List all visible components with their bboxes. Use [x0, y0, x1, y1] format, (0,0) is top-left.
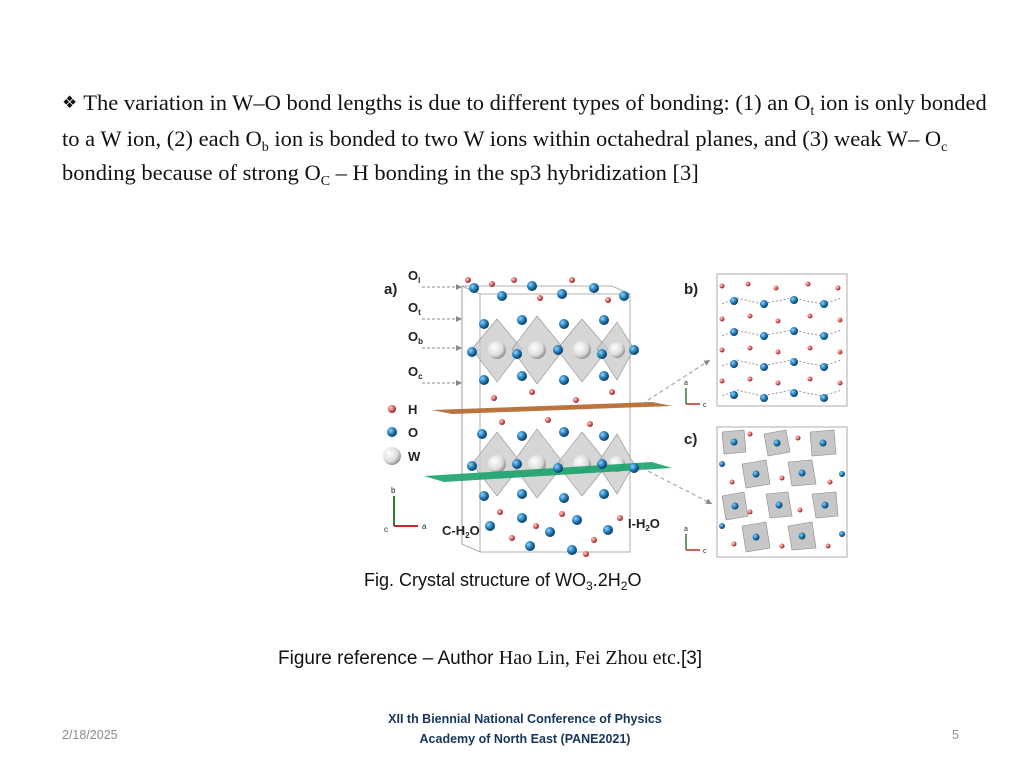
svg-text:Ot [408, 300, 421, 317]
figure-caption [364, 570, 641, 591]
legend-h-atom [388, 405, 396, 413]
axis-c-c: c [703, 548, 707, 555]
panel-b-label: b) [684, 281, 699, 298]
legend-o: O [408, 425, 419, 440]
caption-sub-2: 2 [620, 579, 628, 593]
label-ot: O [408, 300, 419, 315]
axis-c: c [384, 525, 388, 534]
label-oc: O [408, 364, 419, 379]
footer-line-2: Academy of North East (PANE2021) [419, 732, 631, 746]
axis-b: b [391, 486, 396, 495]
legend-w: W [408, 449, 421, 464]
c-h2o-tail: O [469, 523, 480, 538]
orange-plane [432, 402, 672, 414]
svg-text:Oc [408, 364, 423, 381]
subscript-b: b [261, 140, 269, 155]
svg-text:I-H2O [628, 516, 660, 533]
bullet-text-5: – H bonding in the sp3 hybridization [3] [330, 160, 699, 185]
panel-c-label: c) [684, 431, 698, 448]
legend-w-atom [383, 447, 401, 465]
svg-text:Ol [408, 268, 420, 285]
label-oc-sub: c [418, 372, 423, 381]
panel-c [684, 427, 847, 557]
bullet-text-4: bonding because of strong O [62, 160, 321, 185]
c-h2o-main: C-H [442, 523, 466, 538]
footer-date: 2/18/2025 [62, 728, 118, 742]
bullet-diamond-icon: ❖ [62, 93, 78, 112]
reference-prefix: Figure reference – Author [278, 648, 499, 669]
label-ot-sub: t [418, 308, 421, 317]
legend-o-atom [387, 427, 397, 437]
caption-text: Fig. Crystal structure of WO [364, 570, 587, 590]
bullet-paragraph [62, 86, 992, 190]
figure-reference [278, 647, 702, 670]
label-ol-sub: l [418, 276, 421, 285]
panel-a [383, 268, 672, 557]
c-h2o-sub: 2 [465, 531, 470, 540]
axis-a: a [422, 522, 427, 531]
panel-a-label: a) [384, 281, 398, 298]
reference-suffix: [3] [680, 648, 703, 669]
axis-c-a: a [684, 526, 688, 533]
svg-text:C-H2O [442, 523, 480, 540]
subscript-c: c [941, 140, 948, 155]
i-h2o-sub: 2 [645, 524, 650, 533]
caption-mid: .2H [592, 570, 621, 590]
crystal-structure-figure [372, 264, 852, 559]
subscript-t: t [810, 104, 815, 119]
slide-number: 5 [952, 728, 959, 742]
panel-b [684, 274, 847, 409]
footer-conference [330, 709, 720, 749]
svg-text:Ob [408, 329, 423, 346]
caption-end: O [627, 570, 642, 590]
i-h2o-tail: O [649, 516, 660, 531]
bullet-text-1: The variation in W–O bond lengths is due to different types of bonding: (1) an O [83, 90, 811, 115]
subscript-C: C [320, 174, 331, 189]
label-ob: O [408, 329, 419, 344]
i-h2o-main: I-H [628, 516, 646, 531]
caption-sub-3: 3 [586, 579, 593, 593]
label-ob-sub: b [418, 337, 424, 346]
axis-b-c: c [703, 402, 707, 409]
bullet-text-2: ion is only bonded to a W ion, (2) each O [62, 90, 987, 151]
footer-line-1: XII th Biennial National Conference of Physics [388, 712, 662, 726]
axis-b-a: a [684, 380, 688, 387]
legend-h: H [408, 402, 418, 417]
bullet-text-3: ion is bonded to two W ions within octahedral planes, and (3) weak W– O [268, 126, 942, 151]
label-ol: O [408, 268, 419, 283]
reference-authors: Hao Lin, Fei Zhou etc. [498, 647, 681, 669]
